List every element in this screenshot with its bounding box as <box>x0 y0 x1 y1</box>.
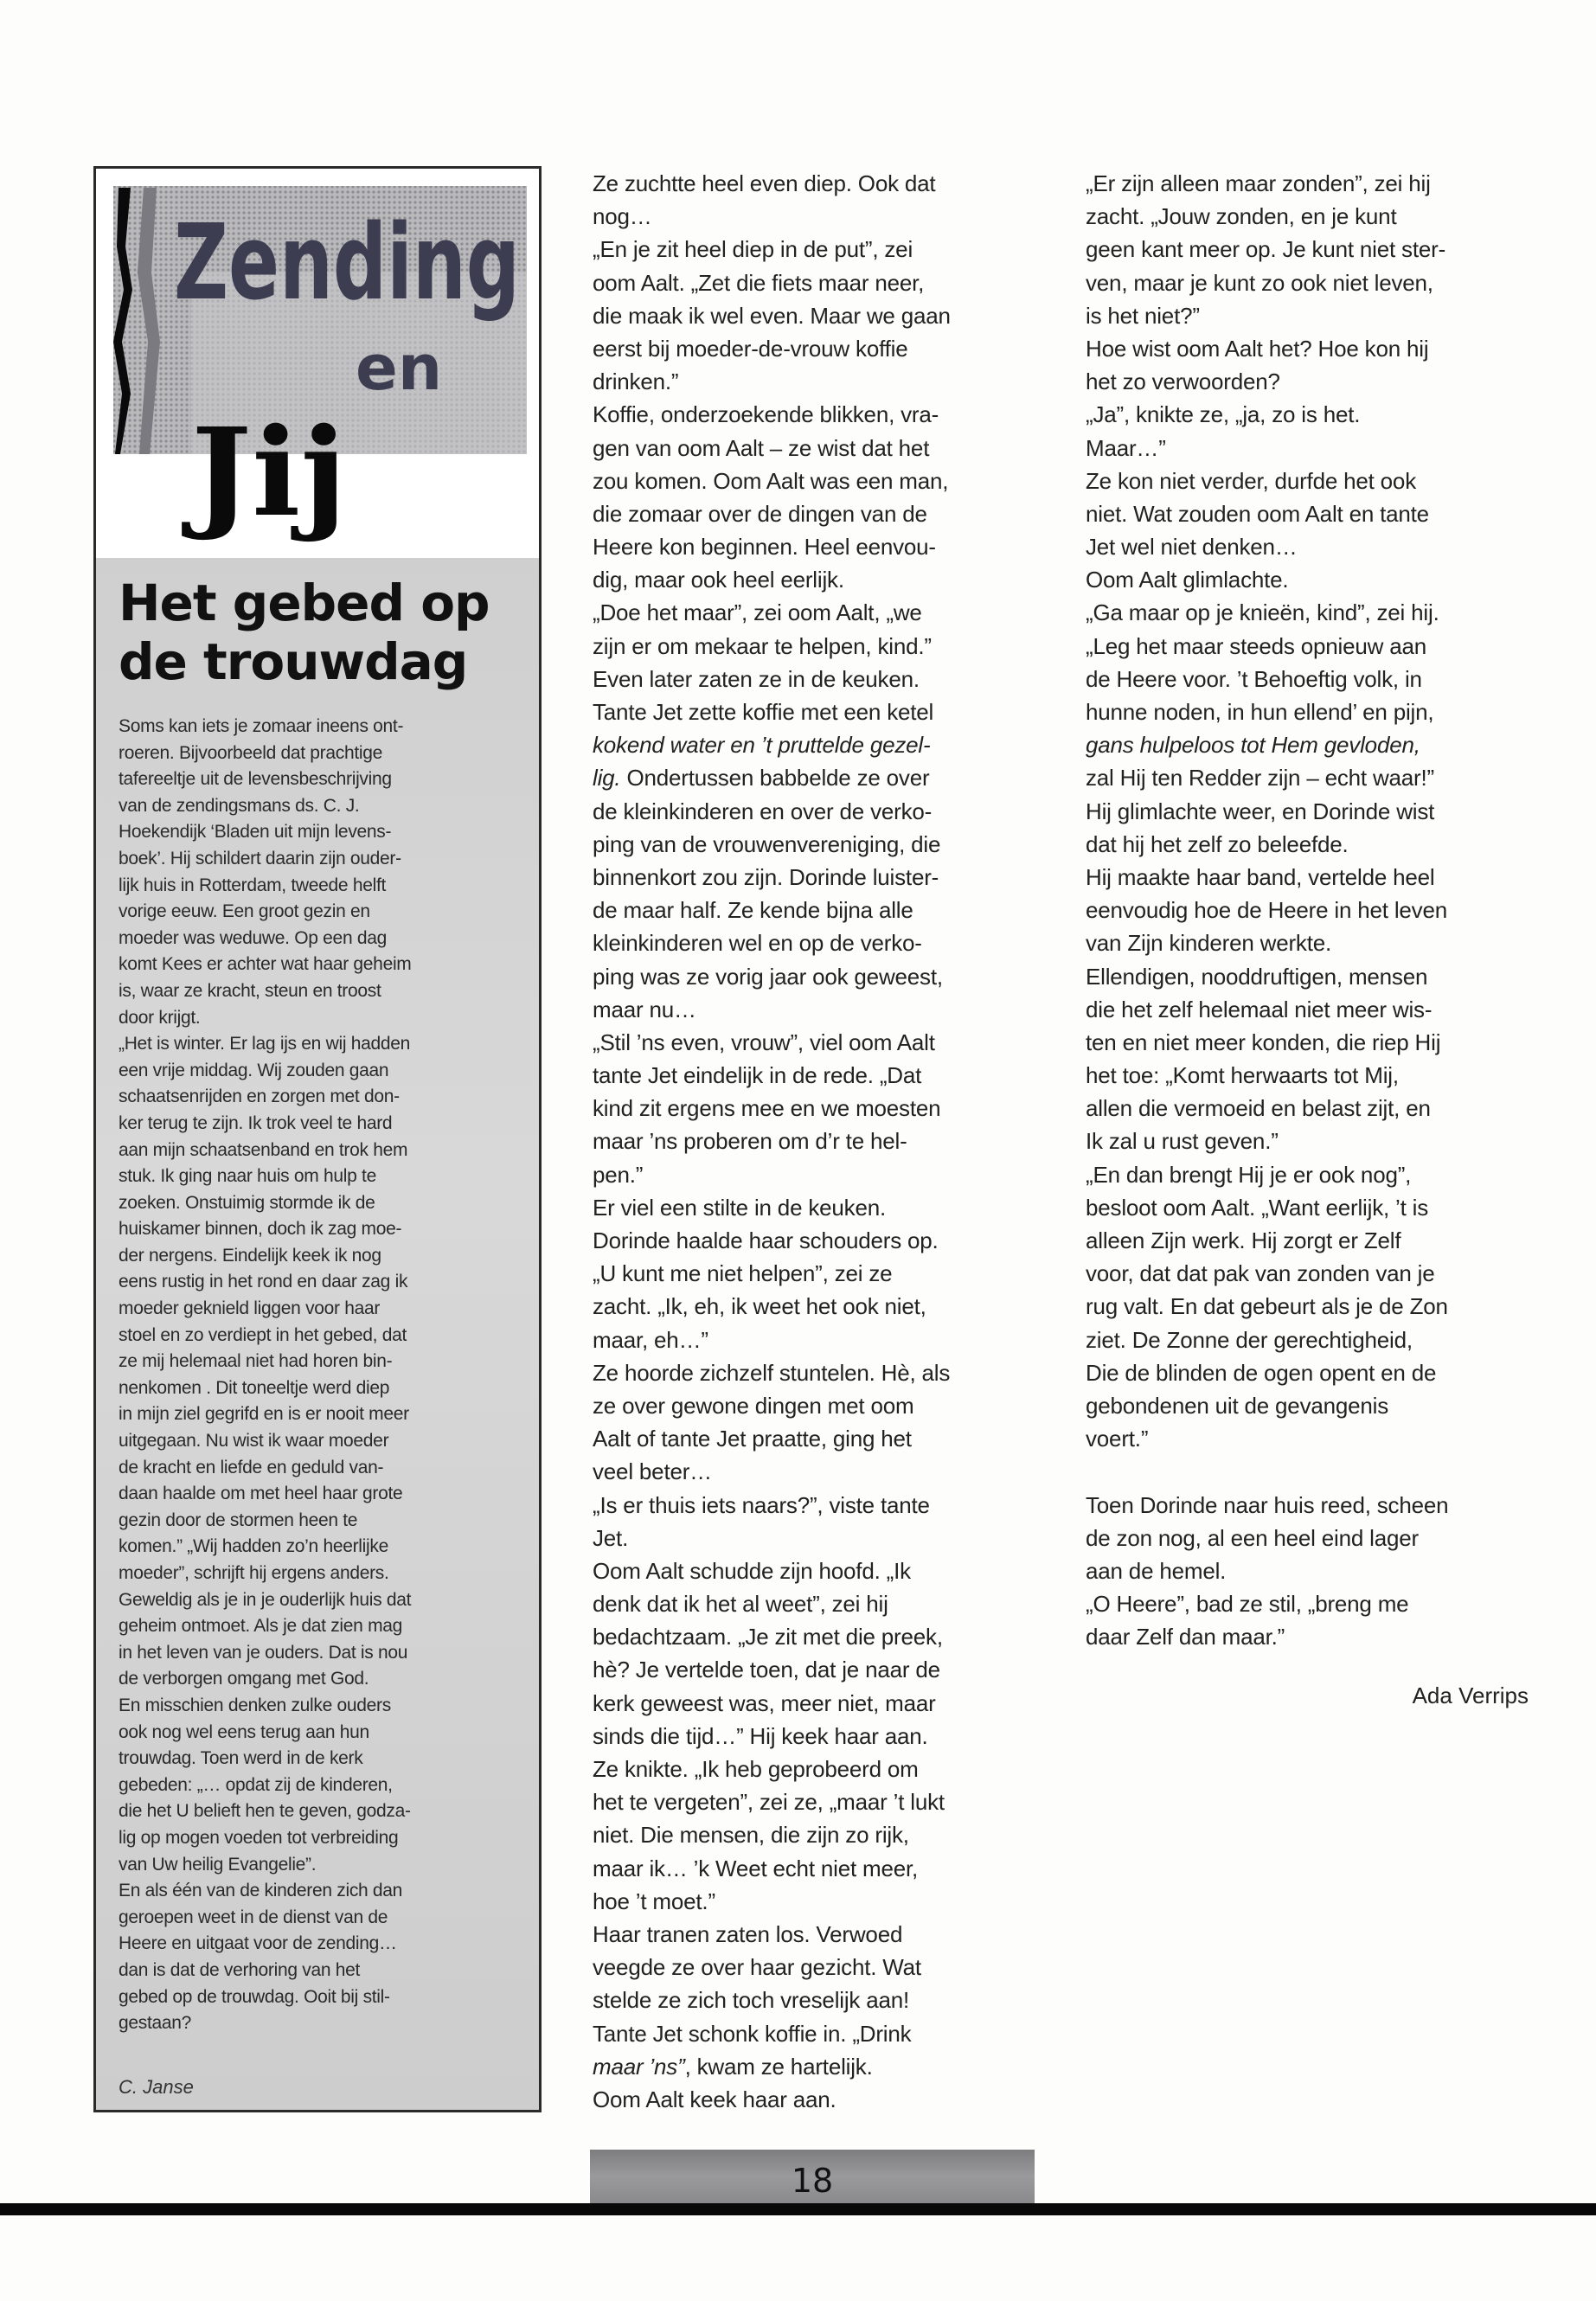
text-line: Tante Jet schonk koffie in. „Drink <box>593 2020 912 2047</box>
headline-box <box>96 558 539 2110</box>
text-line: Hoe wist oom Aalt het? Hoe kon hij <box>1086 335 1429 362</box>
text-line: ten en niet meer konden, die riep Hij <box>1086 1029 1441 1055</box>
text-line: drinken.” <box>593 369 679 395</box>
text-line: moeder geknield liggen voor haar <box>119 1298 381 1319</box>
text-line: aan mijn schaatsenband en trok hem <box>119 1139 408 1160</box>
text-line: Ze zuchtte heel even diep. Ook dat <box>593 170 936 196</box>
text-line: van de zendingsmans ds. C. J. <box>119 795 360 816</box>
text-line <box>593 761 1042 794</box>
text-line: geheim ontmoet. Als je dat zien mag <box>119 1616 403 1637</box>
text-line: moeder”, schrijft hij ergens anders. <box>119 1563 389 1583</box>
text-line: zoeken. Onstuimig stormde ik de <box>119 1192 375 1213</box>
text-line: „En dan brengt Hij je er ook nog”, <box>1086 1161 1412 1188</box>
text-line: daar Zelf dan maar.” <box>1086 1624 1285 1650</box>
text-line: het zo verwoorden? <box>1086 369 1280 395</box>
text-line: zal Hij ten Redder zijn – echt waar!” <box>1086 765 1435 792</box>
text-line: rug valt. En dat gebeurt als je de Zon <box>1086 1293 1448 1320</box>
text-line: Soms kan iets je zomaar ineens ont- <box>119 716 404 736</box>
text-line: kind zit ergens mee en we moesten <box>593 1095 941 1122</box>
text-line: Ze knikte. „Ik heb geprobeerd om <box>593 1756 919 1782</box>
text-line: ven, maar je kunt zo ook niet leven, <box>1086 269 1433 296</box>
text-line: van Uw heilig Evangelie”. <box>119 1854 317 1875</box>
text-line: de verborgen omgang met God. <box>119 1669 369 1689</box>
text-line: Hoekendijk ‘Bladen uit mijn levens- <box>119 822 392 843</box>
text-line: Heere en uitgaat voor de zending… <box>119 1933 397 1954</box>
text-line: hoe ’t moet.” <box>593 1888 715 1914</box>
text-line: die het zelf helemaal niet meer wis- <box>1086 996 1433 1022</box>
text-segment: Ondertussen babbelde ze over <box>620 765 930 792</box>
text-line: ook nog wel eens terug aan hun <box>119 1721 369 1742</box>
text-line: de zon nog, al een heel eind lager <box>1086 1524 1419 1551</box>
text-line: gebondenen uit de gevangenis <box>1086 1392 1389 1419</box>
page-number: 18 <box>791 2162 834 2200</box>
text-line: Die de blinden de ogen opent en de <box>1086 1359 1437 1386</box>
text-line: de kracht en liefde en geduld van- <box>119 1457 384 1477</box>
text-line: En als één van de kinderen zich dan <box>119 1881 403 1901</box>
text-line: gebeden: „… opdat zij de kinderen, <box>119 1774 393 1795</box>
text-line: is, waar ze kracht, steun en troost <box>119 980 381 1001</box>
text-line: Koffie, onderzoekende blikken, vra- <box>593 401 939 428</box>
text-line: der nergens. Eindelijk keek ik nog <box>119 1245 381 1266</box>
text-line <box>1086 1455 1535 1488</box>
text-line: Ze kon niet verder, durfde het ook <box>1086 467 1416 494</box>
text-line: daan haalde om met heel haar grote <box>119 1484 403 1504</box>
italic-text: gans hulpeloos tot Hem gevloden, <box>1086 732 1420 759</box>
text-line: moeder was weduwe. Op een dag <box>119 927 387 948</box>
text-line: roeren. Bijvoorbeeld dat prachtige <box>119 742 382 763</box>
text-line: stelde ze zich toch vreselijk aan! <box>593 1987 910 2014</box>
text-line: „Ja”, knikte ze, „ja, zo is het. <box>1086 401 1361 428</box>
text-line: nenkomen . Dit toneeltje werd diep <box>119 1377 390 1398</box>
text-line: sinds die tijd…” Hij keek haar aan. <box>593 1722 928 1749</box>
intro-text <box>119 714 525 2037</box>
text-line: het toe: „Komt herwaarts tot Mij, <box>1086 1062 1399 1089</box>
headline-line: Het gebed op <box>119 574 490 632</box>
text-line: gestaan? <box>119 2013 192 2034</box>
text-line: pen.” <box>593 1161 644 1188</box>
text-line <box>593 728 1042 761</box>
text-line: Tante Jet zette koffie met een ketel <box>593 699 934 725</box>
text-line: „Het is winter. Er lag ijs en wij hadden <box>119 1034 410 1054</box>
text-line: Toen Dorinde naar huis reed, scheen <box>1086 1491 1449 1518</box>
text-line: niet. Wat zouden oom Aalt en tante <box>1086 500 1429 527</box>
italic-text: lig. <box>593 765 621 792</box>
text-line: denk dat ik het al weet”, zei hij <box>593 1591 888 1618</box>
logo-word-en: en <box>356 331 443 404</box>
text-line: in mijn ziel gegrifd en is er nooit meer <box>119 1404 409 1425</box>
text-line: „En je zit heel diep in de put”, zei <box>593 236 913 263</box>
text-line: lijk huis in Rotterdam, tweede helft <box>119 875 387 895</box>
text-line: zacht. „Jouw zonden, en je kunt <box>1086 203 1397 230</box>
author-name: Ada Verrips <box>1412 1682 1529 1708</box>
text-line: tante Jet eindelijk in de rede. „Dat <box>593 1062 922 1089</box>
text-line: kerk geweest was, meer niet, maar <box>593 1689 936 1716</box>
zending-en-jij-logo <box>96 169 539 558</box>
text-line: Heere kon beginnen. Heel eenvou- <box>593 534 936 561</box>
text-line: ze over gewone dingen met oom <box>593 1392 914 1419</box>
text-line: komt Kees er achter wat haar geheim <box>119 954 412 975</box>
text-line: alleen Zijn werk. Hij zorgt er Zelf <box>1086 1227 1401 1253</box>
text-line: een vrije middag. Wij zouden gaan <box>119 1060 389 1080</box>
text-line: die het U belieft hen te geven, godza- <box>119 1801 411 1822</box>
text-line: kleinkinderen wel en op de verko- <box>593 930 922 957</box>
text-line: Haar tranen zaten los. Verwoed <box>593 1920 903 1947</box>
text-line: stoel en zo verdiept in het gebed, dat <box>119 1324 407 1345</box>
text-line: geroepen weet in de dienst van de <box>119 1907 388 1927</box>
text-line: Ze hoorde zichzelf stuntelen. Hè, als <box>593 1359 951 1386</box>
bottom-black-bar <box>0 2203 1596 2215</box>
text-line: Ellendigen, nooddruftigen, mensen <box>1086 963 1428 990</box>
text-line: gebed op de trouwdag. Ooit bij stil- <box>119 1986 390 2007</box>
text-line: besloot oom Aalt. „Want eerlijk, ’t is <box>1086 1194 1429 1221</box>
text-line: Ik zal u rust geven.” <box>1086 1128 1279 1155</box>
text-line: ping van de vrouwenvereniging, die <box>593 830 941 857</box>
text-line: „Ga maar op je knieën, kind”, zei hij. <box>1086 599 1439 626</box>
text-line: de kleinkinderen en over de verko- <box>593 798 933 824</box>
text-line: ze mij helemaal niet had horen bin- <box>119 1351 393 1372</box>
text-line: nog… <box>593 203 652 230</box>
text-line: komen.” „Wij hadden zo’n heerlijke <box>119 1536 388 1557</box>
text-line: maar ’ns proberen om d’r te hel- <box>593 1128 907 1155</box>
text-line: „Is er thuis iets naars?”, viste tante <box>593 1491 930 1518</box>
text-line: eerst bij moeder-de-vrouw koffie <box>593 335 908 362</box>
text-line: Even later zaten ze in de keuken. <box>593 665 920 692</box>
text-line: Oom Aalt keek haar aan. <box>593 2086 836 2112</box>
text-line: ker terug te zijn. Ik trok veel te hard <box>119 1112 393 1133</box>
article-column-right <box>1086 167 1535 1653</box>
text-segment: , kwam ze hartelijk. <box>684 2053 873 2080</box>
text-line: geen kant meer op. Je kunt niet ster- <box>1086 236 1446 263</box>
italic-text: kokend water en ’t pruttelde gezel- <box>593 732 931 759</box>
text-line: dat hij het zelf zo beleefde. <box>1086 830 1349 857</box>
text-line: Hij glimlachte weer, en Dorinde wist <box>1086 798 1435 824</box>
text-line: uitgegaan. Nu wist ik waar moeder <box>119 1431 389 1452</box>
text-line: „Doe het maar”, zei oom Aalt, „we <box>593 599 922 626</box>
text-line: En misschien denken zulke ouders <box>119 1695 391 1715</box>
text-line: Hij maakte haar band, vertelde heel <box>1086 863 1435 890</box>
intro-signature: C. Janse <box>119 2076 194 2098</box>
text-line: is het niet?” <box>1086 302 1200 329</box>
text-line: van Zijn kinderen werkte. <box>1086 930 1332 957</box>
text-line: Oom Aalt schudde zijn hoofd. „Ik <box>593 1557 911 1584</box>
text-line: hè? Je vertelde toen, dat je naar de <box>593 1657 940 1683</box>
text-line: Geweldig als je in je ouderlijk huis dat <box>119 1589 412 1610</box>
text-line <box>1086 728 1535 761</box>
text-line <box>593 2050 1042 2083</box>
text-line: dig, maar ook heel eerlijk. <box>593 567 844 593</box>
text-line: „Leg het maar steeds opnieuw aan <box>1086 632 1426 659</box>
text-line: maar nu… <box>593 996 696 1022</box>
text-line: Jet wel niet denken… <box>1086 534 1298 561</box>
text-line: maar ik… ’k Weet echt niet meer, <box>593 1855 919 1881</box>
text-line: oom Aalt. „Zet die fiets maar neer, <box>593 269 925 296</box>
text-line: door krijgt. <box>119 1007 201 1028</box>
text-line: Jet. <box>593 1524 629 1551</box>
text-line: eens rustig in het rond en daar zag ik <box>119 1272 408 1292</box>
article-headline <box>119 574 490 691</box>
text-line: tafereeltje uit de levensbeschrijving <box>119 769 392 790</box>
text-line: zacht. „Ik, eh, ik weet het ook niet, <box>593 1293 926 1320</box>
text-line: ping was ze vorig jaar ook geweest, <box>593 963 943 990</box>
text-line: eenvoudig hoe de Heere in het leven <box>1086 897 1447 924</box>
text-line: zou komen. Oom Aalt was een man, <box>593 467 949 494</box>
text-line: allen die vermoeid en belast zijt, en <box>1086 1095 1431 1122</box>
text-line: voor, dat dat pak van zonden van je <box>1086 1260 1435 1287</box>
text-line: vorige eeuw. Een groot gezin en <box>119 901 370 922</box>
text-line: maar, eh…” <box>593 1326 708 1353</box>
logo-word-zending: Zending <box>174 203 520 324</box>
text-line: „Er zijn alleen maar zonden”, zei hij <box>1086 170 1431 196</box>
text-line: lig op mogen voeden tot verbreiding <box>119 1827 399 1848</box>
text-line: de maar half. Ze kende bijna alle <box>593 897 913 924</box>
text-line: Dorinde haalde haar schouders op. <box>593 1227 939 1253</box>
text-line: bedachtzaam. „Je zit met die preek, <box>593 1624 943 1650</box>
text-line: die zomaar over de dingen van de <box>593 500 927 527</box>
text-line: het te vergeten”, zei ze, „maar ’t lukt <box>593 1789 945 1816</box>
text-line: in het leven van je ouders. Dat is nou <box>119 1642 408 1663</box>
text-line: huiskamer binnen, doch ik zag moe- <box>119 1219 402 1240</box>
text-line: gezin door de stormen heen te <box>119 1509 358 1530</box>
text-line: zijn er om mekaar te helpen, kind.” <box>593 632 932 659</box>
text-line: die maak ik wel even. Maar we gaan <box>593 302 951 329</box>
text-line: voert.” <box>1086 1426 1149 1452</box>
text-line: de Heere voor. ’t Behoeftig volk, in <box>1086 665 1422 692</box>
text-line: trouwdag. Toen werd in de kerk <box>119 1748 363 1769</box>
text-line: veegde ze over haar gezicht. Wat <box>593 1954 921 1981</box>
text-line: Oom Aalt glimlachte. <box>1086 567 1289 593</box>
text-line: „Stil ’ns even, vrouw”, viel oom Aalt <box>593 1029 935 1055</box>
text-line: binnenkort zou zijn. Dorinde luister- <box>593 863 939 890</box>
text-line: Er viel een stilte in de keuken. <box>593 1194 887 1221</box>
page-number-bar <box>590 2150 1035 2203</box>
text-line: gen van oom Aalt – ze wist dat het <box>593 434 930 461</box>
text-line: „U kunt me niet helpen”, zei ze <box>593 1260 893 1287</box>
italic-text: maar ’ns” <box>593 2053 685 2080</box>
text-line: aan de hemel. <box>1086 1557 1227 1584</box>
logo-word-jij: Jij <box>181 402 347 544</box>
sidebar-box <box>93 166 542 2112</box>
text-line: ziet. De Zonne der gerechtigheid, <box>1086 1326 1413 1353</box>
text-line: Maar…” <box>1086 434 1166 461</box>
text-line: veel beter… <box>593 1458 712 1485</box>
text-line: stuk. Ik ging naar huis om hulp te <box>119 1166 376 1187</box>
text-line: schaatsenrijden en zorgen met don- <box>119 1086 400 1107</box>
text-line: niet. Die mensen, die zijn zo rijk, <box>593 1822 909 1849</box>
text-line: dan is dat de verhoring van het <box>119 1959 361 1980</box>
headline-line: de trouwdag <box>119 632 468 691</box>
text-line: „O Heere”, bad ze stil, „breng me <box>1086 1591 1409 1618</box>
article-column-middle <box>593 167 1042 2116</box>
text-line: boek’. Hij schildert daarin zijn ouder- <box>119 848 401 868</box>
text-line: hunne noden, in hun ellend’ en pijn, <box>1086 699 1434 725</box>
text-line: Aalt of tante Jet praatte, ging het <box>593 1426 912 1452</box>
